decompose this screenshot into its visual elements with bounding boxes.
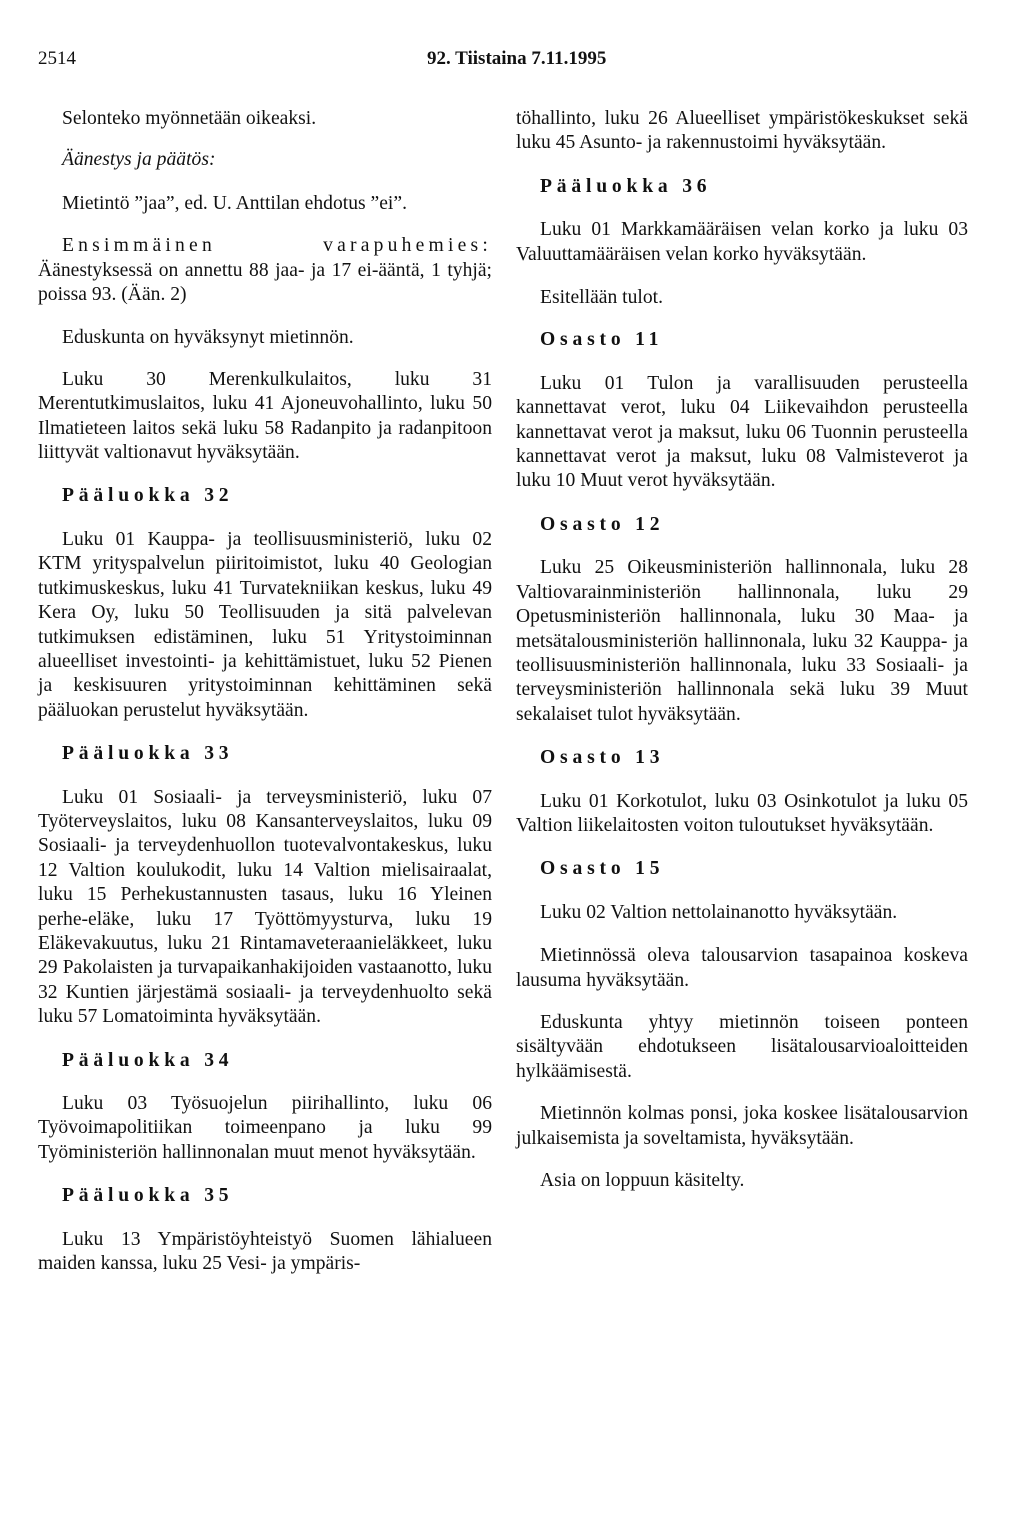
speaker-name: Ensimmäinen varapuhemies:	[62, 235, 492, 257]
paragraph: Asia on loppuun käsitelty.	[540, 1170, 745, 1191]
paragraph: Eduskunta on hyväksynyt mietinnön.	[62, 327, 354, 349]
paragraph: Eduskunta yhtyy mietinnön toiseen ponteen sisältyvään ehdotukseen lisätalousarvioaloitteiden hylkäämisestä.	[516, 1011, 968, 1082]
paragraph: Luku 01 Korkotulot, luku 03 Osinkotulot ja luku 05 Valtion liikelaitosten voiton tuloutukset hyväksytään.	[516, 790, 968, 836]
session-date: 92. Tiistaina 7.11.1995	[427, 48, 607, 69]
paragraph: Luku 03 Työsuojelun piirihallinto, luku 06 Työvoimapolitiikan toimeenpano ja luku 99 Työministeriön hallinnonalan muut menot hyväksytään.	[38, 1093, 492, 1163]
section-heading: Pääluokka 35	[62, 1185, 234, 1207]
paragraph: Selonteko myönnetään oikeaksi.	[62, 108, 317, 129]
paragraph: Mietintö ”jaa”, ed. U. Anttilan ehdotus ”ei”.	[62, 192, 407, 214]
paragraph: Luku 30 Merenkulkulaitos, luku 31 Merentutkimuslaitos, luku 41 Ajoneuvohallinto, luku 50 Ilmatieteen laitos sekä luku 58 Radanpito ja radanpitoon liittyvät valtionavut hyväksytään.	[38, 368, 492, 464]
section-heading: Osasto 12	[540, 513, 665, 535]
section-heading: Pääluokka 32	[62, 485, 234, 507]
paragraph: Luku 01 Kauppa- ja teollisuusministeriö, luku 02 KTM yrityspalvelun piiritoimistot, luku 40 Geologian tutkimuskeskus, luku 41 Turvatekniikan keskus, luku 49 Kera Oy, luku 50 Teollisuuden ja sitä palvelevan tutkimuksen edistäminen, luku 51 Yritystoiminnan alueelliset investointi- ja kehittämistuet, luku 52 Pienen ja keskisuuren yritystoiminnan kehittäminen sekä pääluokan perustelut hyväksytään.	[38, 528, 492, 721]
paragraph: Mietinnön kolmas ponsi, joka koskee lisätalousarvion julkaisemista ja soveltamista, hyväksytään.	[516, 1103, 968, 1149]
section-heading: Pääluokka 34	[62, 1049, 234, 1071]
vote-heading: Äänestys ja päätös:	[62, 149, 216, 171]
paragraph: Mietinnössä oleva talousarvion tasapainoa koskeva lausuma hyväksytään.	[516, 945, 968, 991]
left-column	[38, 107, 492, 1276]
paragraph: Luku 01 Sosiaali- ja terveysministeriö, luku 07 Työterveyslaitos, luku 08 Kansanterveyslaitos, luku 09 Sosiaali- ja terveydenhuollon tuotevalvontakeskus, luku 12 Valtion koulukodit, luku 14 Valtion mielisairaalat, luku 15 Perhekustannusten tasaus, luku 16 Yleinen perhe-eläke, luku 17 Työttömyysturva, luku 19 Eläkevakuutus, luku 21 Rintamaveteraanieläkkeet, luku 29 Pakolaisten ja turvapaikanhakijoiden vastaanotto, luku 32 Kuntien järjestämä sosiaali- ja terveydenhuolto sekä luku 57 Lomatoiminta hyväksytään.	[38, 786, 492, 1028]
page-number: 2514	[38, 48, 76, 69]
paragraph: Luku 01 Markkamääräisen velan korko ja luku 03 Valuuttamääräisen velan korko hyväksytään.	[516, 219, 968, 265]
section-heading: Osasto 11	[540, 329, 664, 351]
section-heading: Pääluokka 33	[62, 743, 234, 765]
right-column	[516, 107, 968, 1193]
section-heading: Osasto 13	[540, 747, 665, 769]
paragraph: Luku 02 Valtion nettolainanotto hyväksytään.	[540, 901, 898, 923]
page-header	[0, 48, 1024, 72]
section-heading: Pääluokka 36	[540, 175, 712, 197]
paragraph: Luku 13 Ympäristöyhteistyö Suomen lähialueen maiden kanssa, luku 25 Vesi- ja ympäris-	[38, 1228, 492, 1275]
section-heading: Osasto 15	[540, 858, 665, 880]
paragraph: Luku 25 Oikeusministeriön hallinnonala, luku 28 Valtiovarainministeriön hallinnonala, luku 29 Opetusministeriön hallinnonala, luku 30 Maa- ja metsätalousministeriön hallinnonala, luku 32 Kauppa- ja teollisuusministeriön hallinnonala, luku 33 Sosiaali- ja terveysministeriön hallinnonala sekä luku 39 Muut sekalaiset tulot hyväksytään.	[516, 557, 968, 725]
speaker-paragraph	[38, 234, 492, 307]
paragraph: Esitellään tulot.	[540, 287, 663, 309]
speaker-text: Äänestyksessä on annettu 88 jaa- ja 17 ei-ääntä, 1 tyhjä; poissa 93. (Ään. 2)	[38, 259, 492, 306]
paragraph: töhallinto, luku 26 Alueelliset ympäristökeskukset sekä luku 45 Asunto- ja rakennustoimi hyväksytään.	[516, 108, 968, 154]
paragraph: Luku 01 Tulon ja varallisuuden perusteella kannettavat verot, luku 04 Liikevaihdon perusteella kannettavat verot ja maksut, luku 06 Tuonnin perusteella kannettavat verot ja maksut, luku 08 Valmisteverot ja luku 10 Muut verot hyväksytään.	[516, 372, 968, 492]
